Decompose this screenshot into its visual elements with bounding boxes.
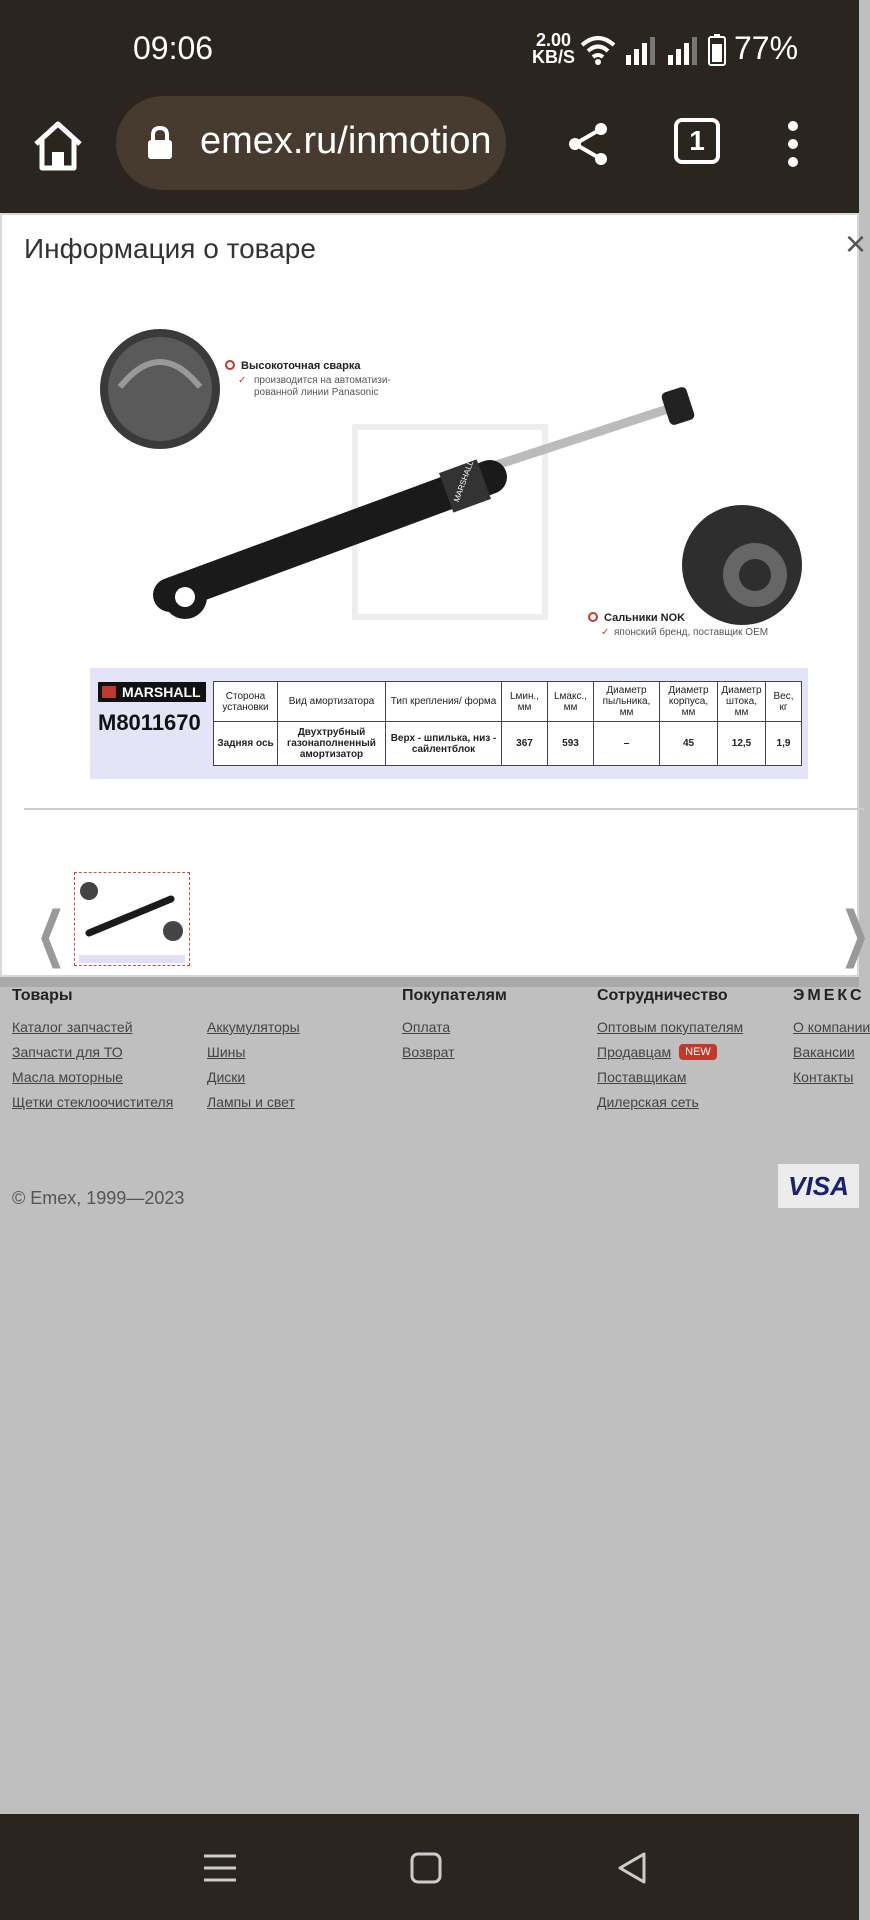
spec-header: Диаметр пыльника, мм	[594, 682, 660, 722]
browser-toolbar	[0, 96, 859, 213]
home-icon[interactable]	[30, 118, 86, 174]
footer-link[interactable]: Масла моторные	[12, 1069, 123, 1085]
more-menu-icon[interactable]	[782, 120, 804, 168]
battery-percent: 77%	[734, 30, 799, 66]
carousel-next-button[interactable]: ❯	[840, 900, 870, 967]
footer-heading: Товары	[12, 987, 73, 1004]
footer-link[interactable]: Каталог запчастей	[12, 1019, 133, 1035]
footer-link[interactable]: Поставщикам	[597, 1069, 687, 1085]
product-info-modal	[0, 213, 870, 977]
footer-col-products	[12, 987, 173, 1119]
footer-link[interactable]: Щетки стеклоочистителя	[12, 1094, 174, 1110]
network-speed: 2.00 KB/S	[532, 30, 576, 67]
spec-table	[213, 681, 802, 766]
carousel-prev-button[interactable]: ❮	[36, 900, 67, 967]
spec-band	[90, 668, 808, 779]
lock-icon	[146, 126, 174, 160]
callout-weld-line1: производится на автоматизи-	[254, 375, 391, 386]
footer-link[interactable]: Аккумуляторы	[207, 1019, 300, 1035]
footer-heading: ЭМЕКС	[793, 987, 865, 1004]
spec-value-row	[214, 722, 802, 766]
brand-logo: MARSHALL	[98, 682, 206, 702]
footer-heading: Сотрудничество	[597, 987, 728, 1004]
recent-apps-icon[interactable]	[198, 1846, 242, 1890]
system-nav-bar	[0, 1814, 859, 1920]
status-icons	[580, 32, 726, 68]
tab-switcher-button[interactable]: 1	[674, 118, 720, 164]
spec-header-row	[214, 682, 802, 722]
close-icon[interactable]: ×	[845, 223, 867, 264]
status-bar	[0, 0, 859, 96]
modal-divider	[24, 808, 864, 810]
visa-logo: VISA	[778, 1164, 859, 1208]
spec-value: 1,9	[766, 722, 802, 766]
rod-brand-label: MARSHALL	[452, 459, 476, 504]
footer-link[interactable]: Оптовым покупателям	[597, 1019, 744, 1035]
footer-top-bar	[0, 977, 859, 987]
new-badge: NEW	[679, 1044, 717, 1060]
copyright: © Emex, 1999—2023	[12, 1188, 185, 1208]
footer-col-partnership	[597, 987, 743, 1119]
url-text[interactable]: emex.ru/inmotion	[200, 120, 492, 162]
footer-link[interactable]: Продавцам	[597, 1044, 672, 1060]
spec-header: Тип крепления/ форма	[386, 682, 502, 722]
share-icon[interactable]	[565, 121, 611, 167]
site-footer	[0, 977, 870, 1814]
signal-icon	[624, 35, 658, 65]
callout-seals-title: Сальники NOK	[604, 612, 686, 624]
battery-icon	[708, 34, 726, 66]
thumbnail-preview	[75, 873, 189, 965]
spec-header: Сторона установки	[214, 682, 278, 722]
address-bar[interactable]	[116, 96, 506, 190]
footer-col-company	[793, 987, 870, 1094]
back-icon[interactable]	[610, 1846, 654, 1890]
spec-value: Двухтрубный газонаполненный амортизатор	[278, 722, 386, 766]
wifi-icon	[580, 35, 616, 65]
spec-header: Lмакс., мм	[548, 682, 594, 722]
modal-title: Информация о товаре	[24, 233, 316, 264]
footer-link[interactable]: Диски	[207, 1069, 246, 1085]
footer-heading: Покупателям	[402, 987, 507, 1004]
footer-link[interactable]: Запчасти для ТО	[12, 1044, 123, 1060]
spec-header: Lмин., мм	[502, 682, 548, 722]
sellers-link-row	[597, 1044, 743, 1060]
footer-link[interactable]: Возврат	[402, 1044, 455, 1060]
signal-icon	[666, 35, 700, 65]
part-number: M8011670	[98, 710, 201, 735]
check-icon: ✓	[238, 375, 247, 386]
spec-value: 45	[660, 722, 718, 766]
callout-weld-line2: рованной линии Panasonic	[254, 387, 379, 398]
image-thumbnail[interactable]	[74, 872, 190, 966]
spec-value: Задняя ось	[214, 722, 278, 766]
callout-seals-text: японский бренд, поставщик OEM	[614, 627, 769, 638]
footer-link[interactable]: Вакансии	[793, 1044, 855, 1060]
footer-link[interactable]: О компании	[793, 1019, 870, 1035]
spec-value: 12,5	[718, 722, 766, 766]
footer-link[interactable]: Шины	[207, 1044, 246, 1060]
status-time: 09:06	[133, 30, 214, 66]
spec-value: 367	[502, 722, 548, 766]
callout-weld-title: Высокоточная сварка	[241, 360, 361, 372]
spec-value: 593	[548, 722, 594, 766]
footer-link[interactable]: Лампы и свет	[207, 1094, 295, 1110]
home-nav-icon[interactable]	[404, 1846, 448, 1890]
footer-link[interactable]: Дилерская сеть	[597, 1094, 699, 1110]
spec-header: Вес, кг	[766, 682, 802, 722]
spec-value: Верх - шпилька, низ - сайлентблок	[386, 722, 502, 766]
spec-value: –	[594, 722, 660, 766]
footer-col-products-2	[207, 1019, 300, 1119]
check-icon: ✓	[601, 627, 610, 638]
spec-header: Диаметр корпуса, мм	[660, 682, 718, 722]
footer-col-buyers	[402, 987, 507, 1069]
spec-header: Диаметр штока, мм	[718, 682, 766, 722]
spec-header: Вид амортизатора	[278, 682, 386, 722]
footer-link[interactable]: Контакты	[793, 1069, 854, 1085]
footer-link[interactable]: Оплата	[402, 1019, 451, 1035]
